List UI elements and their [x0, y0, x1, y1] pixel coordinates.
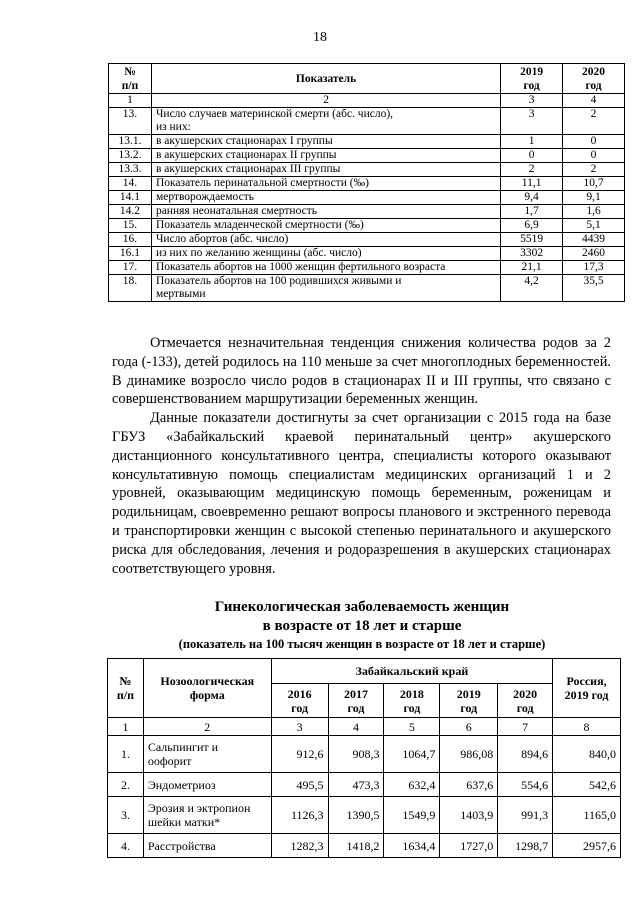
value-2019: 21,1	[501, 261, 563, 275]
value-2020: 0	[563, 135, 625, 149]
header-year: 2020 год	[498, 684, 553, 718]
value-2020: 0	[563, 149, 625, 163]
value-2019: 0	[501, 149, 563, 163]
header-indicator: Показатель	[151, 64, 500, 94]
header-russia: Россия, 2019 год	[553, 659, 621, 718]
value-2020: 9,1	[563, 191, 625, 205]
row-number: 4.	[108, 834, 144, 858]
table-row	[109, 275, 625, 302]
header-form: Нозоологическая форма	[143, 659, 271, 718]
row-number: 13.	[109, 108, 152, 135]
gynecological-morbidity-table	[107, 658, 621, 858]
column-number: 3	[271, 718, 328, 736]
row-number: 16.	[109, 233, 152, 247]
table-row	[109, 205, 625, 219]
paragraph: Отмечается незначительная тенденция снижения количества родов за 2 года (-133), детей родилось на 110 меньше за счет многоплодных беременностей. В динамике возросло число родов в стационарах II и III группы, что связано с совершенствованием маршрутизации беременных женщин.	[112, 335, 611, 408]
row-label: мертворождаемость	[151, 191, 500, 205]
value-2020: 1,6	[563, 205, 625, 219]
value-2019: 5519	[501, 233, 563, 247]
body-text	[112, 334, 611, 578]
value-russia: 1165,0	[553, 797, 621, 834]
row-number: 18.	[109, 275, 152, 302]
morbidity-table-body	[108, 718, 621, 858]
value-2019: 6,9	[501, 219, 563, 233]
table-row	[109, 219, 625, 233]
value-year: 1064,7	[384, 736, 440, 773]
value-year: 1298,7	[498, 834, 553, 858]
row-form: Эрозия и эктропион шейки матки*	[143, 797, 271, 834]
header-region: Забайкальский край	[271, 659, 552, 684]
value-year: 986,08	[440, 736, 498, 773]
column-number-row	[109, 94, 625, 108]
value-2019: 9,4	[501, 191, 563, 205]
value-year: 912,6	[271, 736, 328, 773]
value-2020: 2	[563, 163, 625, 177]
header-2019: 2019 год	[501, 64, 563, 94]
column-number: 4	[563, 94, 625, 108]
row-number: 3.	[108, 797, 144, 834]
table-row	[109, 163, 625, 177]
table-header-row	[108, 659, 621, 684]
row-number: 13.2.	[109, 149, 152, 163]
row-label: ранняя неонатальная смертность	[151, 205, 500, 219]
value-year: 495,5	[271, 773, 328, 797]
table-row	[109, 233, 625, 247]
value-2020: 4439	[563, 233, 625, 247]
paragraph: Данные показатели достигнуты за счет организации с 2015 года на базе ГБУЗ «Забайкальский краевой перинатальный центр» акушерского дистанционного консультативного центра, специалисты которого оказывают консультативную помощь специалистам медицинских организаций 1 и 2 уровней, оказывающим медицинскую помощь беременным, роженицам и родильницам, своевременно решают вопросы планового и экстренного перевода и транспортировки женщин с высокой степенью перинатального и акушерского риска для обследования, лечения и родоразрешения в акушерских стационарах соответствующего уровня.	[112, 410, 611, 577]
row-number: 13.1.	[109, 135, 152, 149]
column-number: 3	[501, 94, 563, 108]
value-year: 1727,0	[440, 834, 498, 858]
column-number: 7	[498, 718, 553, 736]
value-year: 473,3	[328, 773, 384, 797]
column-number: 5	[384, 718, 440, 736]
table-row	[109, 135, 625, 149]
value-2020: 2460	[563, 247, 625, 261]
value-year: 1418,2	[328, 834, 384, 858]
value-2019: 1,7	[501, 205, 563, 219]
row-number: 14.1	[109, 191, 152, 205]
value-2020: 17,3	[563, 261, 625, 275]
value-year: 632,4	[384, 773, 440, 797]
value-year: 1403,9	[440, 797, 498, 834]
row-number: 14.2	[109, 205, 152, 219]
indicators-table-body	[109, 94, 625, 302]
column-number-row	[108, 718, 621, 736]
section-title-line-1: Гинекологическая заболеваемость женщин	[214, 599, 510, 615]
row-label: Число абортов (абс. число)	[151, 233, 500, 247]
row-number: 13.3.	[109, 163, 152, 177]
page-number: 18	[313, 30, 327, 45]
value-year: 1390,5	[328, 797, 384, 834]
table-row	[109, 247, 625, 261]
section-subtitle: (показатель на 100 тысяч женщин в возрасте от 18 лет и старше)	[178, 637, 546, 651]
row-label: из них по желанию женщины (абс. число)	[151, 247, 500, 261]
table-row	[109, 177, 625, 191]
row-number: 1.	[108, 736, 144, 773]
value-year: 1634,4	[384, 834, 440, 858]
value-2019: 3	[501, 108, 563, 135]
row-number: 16.1	[109, 247, 152, 261]
value-2020: 5,1	[563, 219, 625, 233]
row-label: Показатель младенческой смертности (‰)	[151, 219, 500, 233]
row-label: Показатель перинатальной смертности (‰)	[151, 177, 500, 191]
value-year: 1282,3	[271, 834, 328, 858]
header-year: 2017 год	[328, 684, 384, 718]
column-number: 8	[553, 718, 621, 736]
header-2020: 2020 год	[563, 64, 625, 94]
header-year: 2016 год	[271, 684, 328, 718]
header-year: 2018 год	[384, 684, 440, 718]
section-title-line-2: в возрасте от 18 лет и старше	[262, 618, 462, 634]
value-2019: 11,1	[501, 177, 563, 191]
value-year: 908,3	[328, 736, 384, 773]
row-form: Эндометриоз	[143, 773, 271, 797]
table-row	[109, 191, 625, 205]
value-year: 554,6	[498, 773, 553, 797]
value-russia: 840,0	[553, 736, 621, 773]
table-row	[109, 261, 625, 275]
table-header-row	[109, 64, 625, 94]
row-form: Расстройства	[143, 834, 271, 858]
value-year: 1126,3	[271, 797, 328, 834]
row-label: в акушерских стационарах II группы	[151, 149, 500, 163]
row-label: Показатель абортов на 1000 женщин фертильного возраста	[151, 261, 500, 275]
header-number: № п/п	[109, 64, 152, 94]
value-2020: 35,5	[563, 275, 625, 302]
value-year: 1549,9	[384, 797, 440, 834]
table-row	[108, 834, 621, 858]
value-2019: 4,2	[501, 275, 563, 302]
value-2019: 3302	[501, 247, 563, 261]
value-year: 991,3	[498, 797, 553, 834]
row-number: 17.	[109, 261, 152, 275]
value-2020: 10,7	[563, 177, 625, 191]
row-number: 2.	[108, 773, 144, 797]
value-2019: 1	[501, 135, 563, 149]
column-number: 2	[151, 94, 500, 108]
table-row	[108, 797, 621, 834]
row-label: Число случаев материнской смерти (абс. число), из них:	[151, 108, 500, 135]
value-year: 637,6	[440, 773, 498, 797]
row-number: 14.	[109, 177, 152, 191]
table-row	[109, 108, 625, 135]
table-row	[108, 773, 621, 797]
row-label: в акушерских стационарах III группы	[151, 163, 500, 177]
value-2020: 2	[563, 108, 625, 135]
column-number: 6	[440, 718, 498, 736]
column-number: 1	[109, 94, 152, 108]
header-number: № п/п	[108, 659, 144, 718]
row-label: Показатель абортов на 100 родившихся живыми и мертвыми	[151, 275, 500, 302]
indicators-table	[108, 63, 625, 302]
value-2019: 2	[501, 163, 563, 177]
column-number: 1	[108, 718, 144, 736]
table-row	[109, 149, 625, 163]
value-russia: 542,6	[553, 773, 621, 797]
row-form: Сальпингит и оофорит	[143, 736, 271, 773]
table-row	[108, 736, 621, 773]
section-heading	[112, 598, 612, 652]
row-label: в акушерских стационарах I группы	[151, 135, 500, 149]
header-year: 2019 год	[440, 684, 498, 718]
value-year: 894,6	[498, 736, 553, 773]
column-number: 4	[328, 718, 384, 736]
row-number: 15.	[109, 219, 152, 233]
column-number: 2	[143, 718, 271, 736]
value-russia: 2957,6	[553, 834, 621, 858]
